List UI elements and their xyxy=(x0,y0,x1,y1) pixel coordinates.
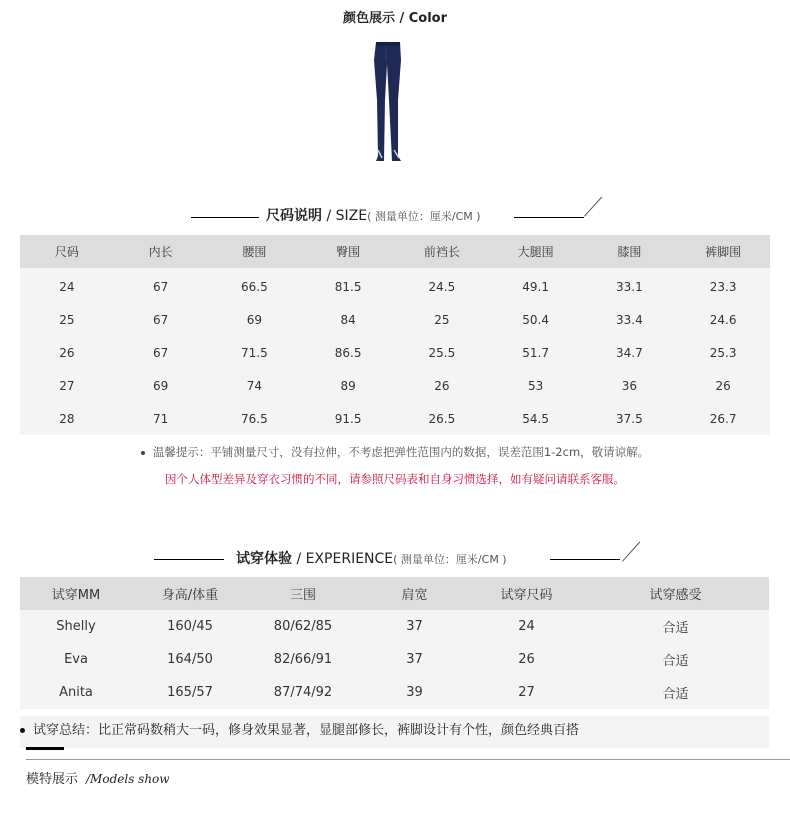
table-cell: 71 xyxy=(114,402,208,435)
table-cell: 25 xyxy=(395,303,489,336)
size-header-cell: 尺码 xyxy=(20,235,114,268)
size-section-header xyxy=(0,200,790,230)
size-title-en: / SIZE xyxy=(322,208,368,224)
experience-table xyxy=(20,577,769,709)
table-cell: 33.1 xyxy=(583,268,677,303)
table-cell: 160/45 xyxy=(132,610,248,643)
table-row xyxy=(20,336,770,369)
table-cell: 66.5 xyxy=(208,268,302,303)
table-cell: 67 xyxy=(114,268,208,303)
table-cell: 82/66/91 xyxy=(248,643,358,676)
table-cell: 26.7 xyxy=(676,402,770,435)
table-cell: 86.5 xyxy=(301,336,395,369)
table-cell: 37 xyxy=(358,610,471,643)
table-row xyxy=(20,610,769,643)
table-cell: 84 xyxy=(301,303,395,336)
size-title-cn: 尺码说明 xyxy=(266,208,322,224)
experience-title-en: / EXPERIENCE xyxy=(292,551,394,567)
table-cell: 33.4 xyxy=(583,303,677,336)
table-cell: 27 xyxy=(471,676,582,709)
table-cell: 24.5 xyxy=(395,268,489,303)
models-section-title xyxy=(26,768,170,787)
table-cell: 164/50 xyxy=(132,643,248,676)
table-cell: 23.3 xyxy=(676,268,770,303)
table-cell: 26 xyxy=(395,369,489,402)
experience-section-header xyxy=(0,543,790,573)
table-cell: 34.7 xyxy=(583,336,677,369)
size-header-cell: 大腿围 xyxy=(489,235,583,268)
table-cell: Shelly xyxy=(20,610,132,643)
jeans-icon xyxy=(368,40,408,162)
size-table-header-row xyxy=(20,235,770,268)
size-warning: 因个人体型差异及穿衣习惯的不同，请参照尺码表和自身习惯选择，如有疑问请联系客服。 xyxy=(165,472,625,486)
size-tip xyxy=(0,444,790,460)
table-cell: 67 xyxy=(114,303,208,336)
table-cell: 37.5 xyxy=(583,402,677,435)
table-cell: 26.5 xyxy=(395,402,489,435)
table-cell: 37 xyxy=(358,643,471,676)
table-cell: 25.3 xyxy=(676,336,770,369)
size-table xyxy=(20,235,770,435)
table-cell: 76.5 xyxy=(208,402,302,435)
table-row xyxy=(20,402,770,435)
experience-header-cell: 身高/体重 xyxy=(132,577,248,610)
size-header-cell: 前裆长 xyxy=(395,235,489,268)
size-header-cell: 内长 xyxy=(114,235,208,268)
experience-header-cell: 肩宽 xyxy=(358,577,471,610)
table-cell: 24 xyxy=(20,268,114,303)
table-cell: 87/74/92 xyxy=(248,676,358,709)
experience-header-cell: 试穿感受 xyxy=(582,577,769,610)
experience-table-header-row xyxy=(20,577,769,610)
experience-header-cell: 试穿尺码 xyxy=(471,577,582,610)
table-cell: 25.5 xyxy=(395,336,489,369)
table-row xyxy=(20,369,770,402)
table-cell: 165/57 xyxy=(132,676,248,709)
experience-summary-text: 试穿总结：比正常码数稍大一码，修身效果显著，显腿部修长，裤脚设计有个性，颜色经典百搭 xyxy=(33,723,580,738)
experience-title-cn: 试穿体验 xyxy=(236,551,292,567)
bullet-icon xyxy=(20,728,25,733)
models-accent-bar xyxy=(26,747,64,750)
table-cell: 49.1 xyxy=(489,268,583,303)
models-title-cn: 模特展示 xyxy=(26,772,79,787)
table-cell: 26 xyxy=(471,643,582,676)
table-cell: 合适 xyxy=(582,676,769,709)
table-row xyxy=(20,676,769,709)
table-cell: 26 xyxy=(20,336,114,369)
size-header-cell: 膝围 xyxy=(583,235,677,268)
table-cell: 24.6 xyxy=(676,303,770,336)
table-row xyxy=(20,268,770,303)
models-title-en: /Models show xyxy=(86,772,170,786)
table-row xyxy=(20,643,769,676)
table-cell: 36 xyxy=(583,369,677,402)
table-cell: 54.5 xyxy=(489,402,583,435)
experience-summary xyxy=(20,716,769,748)
size-header-cell: 腰围 xyxy=(208,235,302,268)
table-cell: 27 xyxy=(20,369,114,402)
table-cell: 67 xyxy=(114,336,208,369)
table-row xyxy=(20,303,770,336)
size-unit: ( 测量单位：厘米/CM ) xyxy=(367,210,481,223)
table-cell: 89 xyxy=(301,369,395,402)
table-cell: Anita xyxy=(20,676,132,709)
table-cell: 69 xyxy=(114,369,208,402)
experience-header-cell: 试穿MM xyxy=(20,577,132,610)
table-cell: 91.5 xyxy=(301,402,395,435)
table-cell: 53 xyxy=(489,369,583,402)
table-cell: 合适 xyxy=(582,643,769,676)
table-cell: 80/62/85 xyxy=(248,610,358,643)
table-cell: 71.5 xyxy=(208,336,302,369)
size-tip-text: 温馨提示：平铺测量尺寸，没有拉伸，不考虑把弹性范围内的数据，误差范围1-2cm，敬请谅解。 xyxy=(152,445,650,459)
table-cell: 39 xyxy=(358,676,471,709)
table-cell: 81.5 xyxy=(301,268,395,303)
table-cell: Eva xyxy=(20,643,132,676)
table-cell: 25 xyxy=(20,303,114,336)
table-cell: 69 xyxy=(208,303,302,336)
experience-unit: ( 测量单位：厘米/CM ) xyxy=(393,553,507,566)
bullet-icon xyxy=(141,451,145,455)
table-cell: 28 xyxy=(20,402,114,435)
size-header-cell: 裤脚围 xyxy=(676,235,770,268)
experience-header-cell: 三围 xyxy=(248,577,358,610)
table-cell: 50.4 xyxy=(489,303,583,336)
table-cell: 51.7 xyxy=(489,336,583,369)
models-divider xyxy=(26,759,790,760)
table-cell: 26 xyxy=(676,369,770,402)
size-header-cell: 臀围 xyxy=(301,235,395,268)
color-section-title: 颜色展示 / Color xyxy=(342,11,448,26)
table-cell: 74 xyxy=(208,369,302,402)
table-cell: 24 xyxy=(471,610,582,643)
table-cell: 合适 xyxy=(582,610,769,643)
